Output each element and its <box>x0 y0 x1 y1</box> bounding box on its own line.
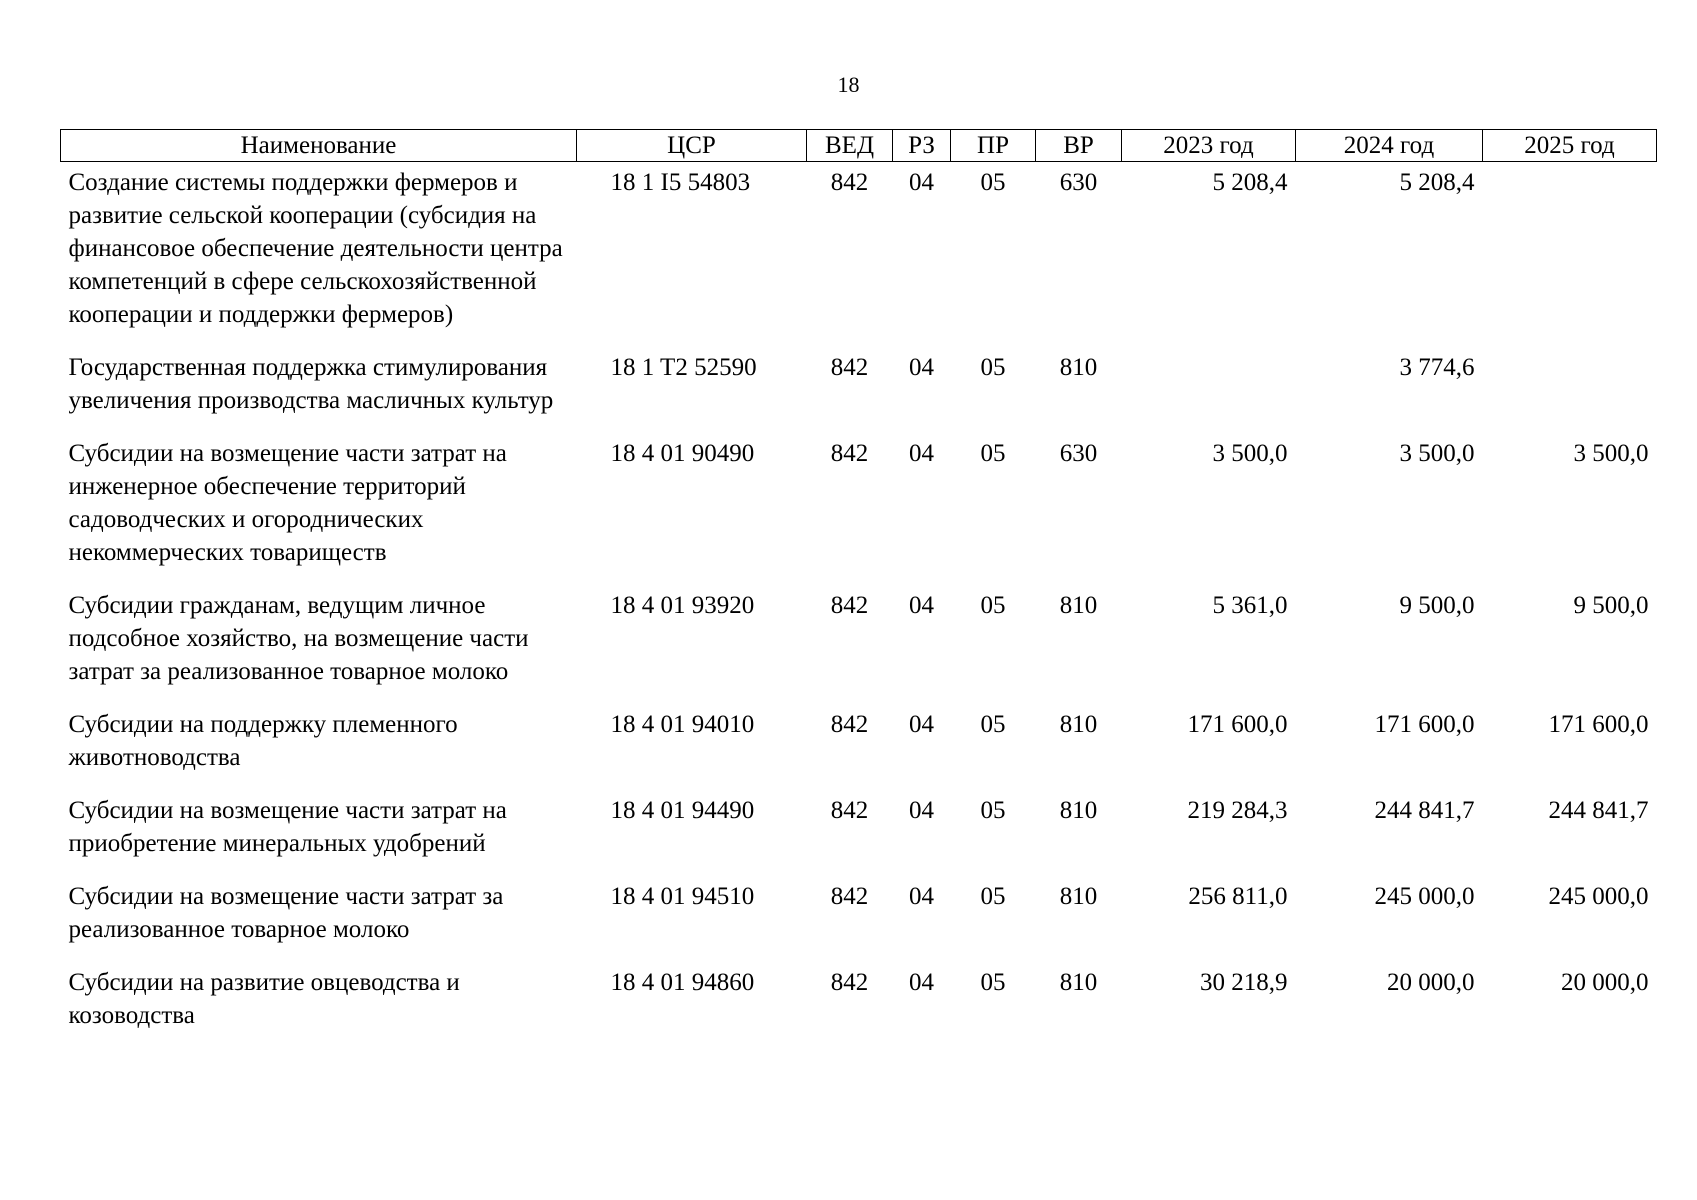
table-row <box>61 347 1657 433</box>
cell-2025: 245 000,0 <box>1548 883 1649 910</box>
cell-pr: 05 <box>980 592 1006 619</box>
cell-2024: 3 774,6 <box>1399 354 1475 381</box>
table-row <box>61 704 1657 790</box>
table-row <box>61 162 1657 348</box>
cell-2024: 9 500,0 <box>1399 592 1475 619</box>
cell-2025: 20 000,0 <box>1561 969 1649 996</box>
cell-ved: 842 <box>830 440 869 467</box>
cell-pr: 05 <box>980 969 1006 996</box>
cell-rz: 04 <box>909 592 934 619</box>
cell-2025: 171 600,0 <box>1548 711 1649 738</box>
cell-name: Субсидии на возмещение части затрат за реализованное товарное молоко <box>68 883 504 943</box>
cell-2024: 5 208,4 <box>1399 169 1475 196</box>
header-2024: 2024 год <box>1296 130 1483 162</box>
cell-pr: 05 <box>980 711 1006 738</box>
cell-pr: 05 <box>980 354 1006 381</box>
cell-ved: 842 <box>830 169 869 196</box>
cell-rz: 04 <box>909 440 934 467</box>
cell-2025: 9 500,0 <box>1573 592 1649 619</box>
cell-csr: 18 4 01 90490 <box>610 440 755 467</box>
header-vr: ВР <box>1036 130 1122 162</box>
header-2023: 2023 год <box>1122 130 1296 162</box>
table-row <box>61 433 1657 585</box>
cell-rz: 04 <box>909 969 934 996</box>
header-csr: ЦСР <box>577 130 807 162</box>
cell-name: Государственная поддержка стимулирования увеличения производства масличных культур <box>68 354 554 414</box>
cell-vr: 630 <box>1059 169 1098 196</box>
cell-vr: 810 <box>1059 883 1098 910</box>
cell-2025: 3 500,0 <box>1573 440 1649 467</box>
cell-rz: 04 <box>909 883 934 910</box>
header-2025: 2025 год <box>1483 130 1657 162</box>
header-ved: ВЕД <box>807 130 893 162</box>
header-rz: РЗ <box>893 130 951 162</box>
cell-2023: 3 500,0 <box>1212 440 1288 467</box>
cell-2025 <box>1483 162 1657 348</box>
cell-csr: 18 4 01 93920 <box>610 592 755 619</box>
cell-vr: 630 <box>1059 440 1098 467</box>
cell-2024: 245 000,0 <box>1374 883 1475 910</box>
page-number: 18 <box>837 72 860 97</box>
cell-2023: 256 811,0 <box>1188 883 1288 910</box>
cell-2023: 171 600,0 <box>1187 711 1288 738</box>
cell-csr: 18 4 01 94510 <box>610 883 755 910</box>
header-name: Наименование <box>61 130 577 162</box>
cell-rz: 04 <box>909 354 934 381</box>
table-row <box>61 876 1657 962</box>
cell-vr: 810 <box>1059 797 1098 824</box>
cell-rz: 04 <box>909 797 934 824</box>
cell-2023 <box>1122 347 1296 433</box>
budget-table <box>60 129 1657 1048</box>
cell-ved: 842 <box>830 354 869 381</box>
table-row <box>61 962 1657 1048</box>
cell-vr: 810 <box>1059 592 1098 619</box>
cell-name: Субсидии на возмещение части затрат на инженерное обеспечение территорий садоводческих и огороднических некоммерческих товариществ <box>68 440 507 566</box>
cell-csr: 18 4 01 94010 <box>610 711 755 738</box>
cell-2025: 244 841,7 <box>1548 797 1649 824</box>
cell-2024: 171 600,0 <box>1374 711 1475 738</box>
cell-2024: 20 000,0 <box>1387 969 1475 996</box>
cell-ved: 842 <box>830 592 869 619</box>
table-header-row <box>61 130 1657 162</box>
cell-csr: 18 4 01 94860 <box>610 969 755 996</box>
cell-rz: 04 <box>909 711 934 738</box>
cell-name: Субсидии на возмещение части затрат на приобретение минеральных удобрений <box>68 797 507 857</box>
cell-vr: 810 <box>1059 354 1098 381</box>
cell-2024: 244 841,7 <box>1374 797 1475 824</box>
cell-ved: 842 <box>830 711 869 738</box>
cell-rz: 04 <box>909 169 934 196</box>
cell-csr: 18 1 I5 54803 <box>610 169 751 196</box>
cell-ved: 842 <box>830 969 869 996</box>
cell-vr: 810 <box>1059 969 1098 996</box>
cell-pr: 05 <box>980 440 1006 467</box>
cell-2023: 219 284,3 <box>1187 797 1288 824</box>
table-row <box>61 790 1657 876</box>
cell-ved: 842 <box>830 797 869 824</box>
cell-2023: 5 208,4 <box>1212 169 1288 196</box>
cell-2024: 3 500,0 <box>1399 440 1475 467</box>
cell-pr: 05 <box>980 883 1006 910</box>
cell-vr: 810 <box>1059 711 1098 738</box>
cell-csr: 18 4 01 94490 <box>610 797 755 824</box>
header-pr: ПР <box>951 130 1036 162</box>
cell-name: Субсидии гражданам, ведущим личное подсобное хозяйство, на возмещение части затрат за реализованное товарное молоко <box>68 592 529 685</box>
cell-name: Субсидии на поддержку племенного животноводства <box>68 711 458 771</box>
cell-csr: 18 1 T2 52590 <box>610 354 757 381</box>
cell-pr: 05 <box>980 797 1006 824</box>
cell-ved: 842 <box>830 883 869 910</box>
cell-pr: 05 <box>980 169 1006 196</box>
cell-name: Субсидии на развитие овцеводства и козоводства <box>68 969 460 1029</box>
table-row <box>61 585 1657 704</box>
cell-2023: 5 361,0 <box>1212 592 1288 619</box>
cell-name: Создание системы поддержки фермеров и развитие сельской кооперации (субсидия на финансовое обеспечение деятельности центра компетенций в сфере сельскохозяйственной кооперации и поддержки фермеров) <box>68 169 563 328</box>
cell-2023: 30 218,9 <box>1200 969 1288 996</box>
cell-2025 <box>1483 347 1657 433</box>
